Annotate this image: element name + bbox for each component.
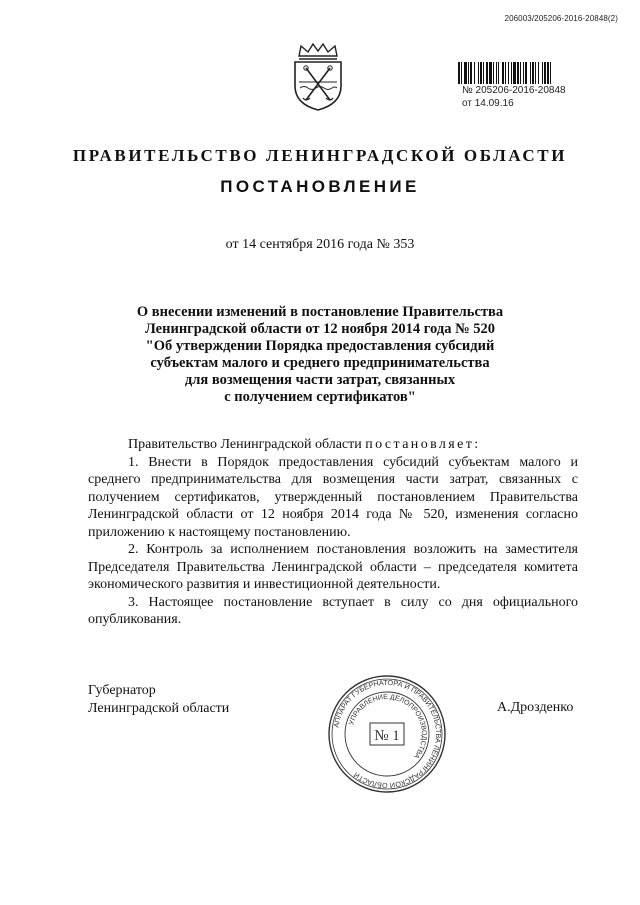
signature-position xyxy=(88,682,229,718)
document-body xyxy=(88,436,578,629)
seal-inner-text: УПРАВЛЕНИЕ ДЕЛОПРОИЗВОДСТВА xyxy=(348,693,428,760)
registration-number: № 205206-2016-20848 xyxy=(462,85,566,96)
intro-resolves: постановляет: xyxy=(365,437,481,452)
subject-line: для возмещения части затрат, связанных xyxy=(184,372,456,388)
svg-text:УПРАВЛЕНИЕ ДЕЛОПРОИЗВОДСТВА xyxy=(348,694,427,760)
document-code: 206003/205206-2016-20848(2) xyxy=(504,14,618,23)
document-date-number: от 14 сентября 2016 года № 353 xyxy=(225,237,415,252)
seal-number: № 1 xyxy=(374,728,400,744)
coat-of-arms-icon xyxy=(291,42,345,112)
intro-prefix: Правительство Ленинградской области xyxy=(128,437,366,452)
subject-line: с получением сертификатов" xyxy=(224,389,416,405)
subject-line: субъектам малого и среднего предпринимательства xyxy=(150,355,490,371)
government-title: ПРАВИТЕЛЬСТВО ЛЕНИНГРАДСКОЙ ОБЛАСТИ xyxy=(72,146,568,165)
barcode-bar xyxy=(551,62,553,84)
document-subject xyxy=(0,304,640,406)
paragraph-2: 2. Контроль за исполнением постановления возложить на заместителя Председателя Правительства Ленинградской области – председателя комитета экономического развития и инвестиционной деятельности. xyxy=(88,542,578,592)
paragraph-3: 3. Настоящее постановление вступает в силу со дня официального опубликования. xyxy=(88,594,578,627)
signature-position-line: Ленинградской области xyxy=(88,701,230,716)
signatory-name: А.Дрозденко xyxy=(497,700,574,715)
subject-line: Ленинградской области от 12 ноября 2014 года № 520 xyxy=(144,321,496,337)
official-seal-icon xyxy=(326,673,448,795)
paragraph-1: 1. Внести в Порядок предоставления субсидий субъектам малого и среднего предпринимательства для возмещения части затрат, связанных с получением сертификатов, утвержденный постановлением Правительства Ленинградской области от 12 ноября 2014 года № 520, изменения согласно приложению к настоящему постановлению. xyxy=(88,454,578,540)
seal-outer-text: АППАРАТ ГУБЕРНАТОРА И ПРАВИТЕЛЬСТВА ЛЕНИНГРАДСКОЙ ОБЛАСТИ xyxy=(331,677,444,791)
signature-position-line: Губернатор xyxy=(88,683,156,698)
registration-date: от 14.09.16 xyxy=(462,98,514,109)
subject-line: "Об утверждении Порядка предоставления субсидий xyxy=(145,338,495,354)
subject-line: О внесении изменений в постановление Правительства xyxy=(136,304,504,320)
intro-paragraph xyxy=(88,436,578,454)
document-type: ПОСТАНОВЛЕНИЕ xyxy=(220,177,420,196)
barcode xyxy=(458,62,610,84)
